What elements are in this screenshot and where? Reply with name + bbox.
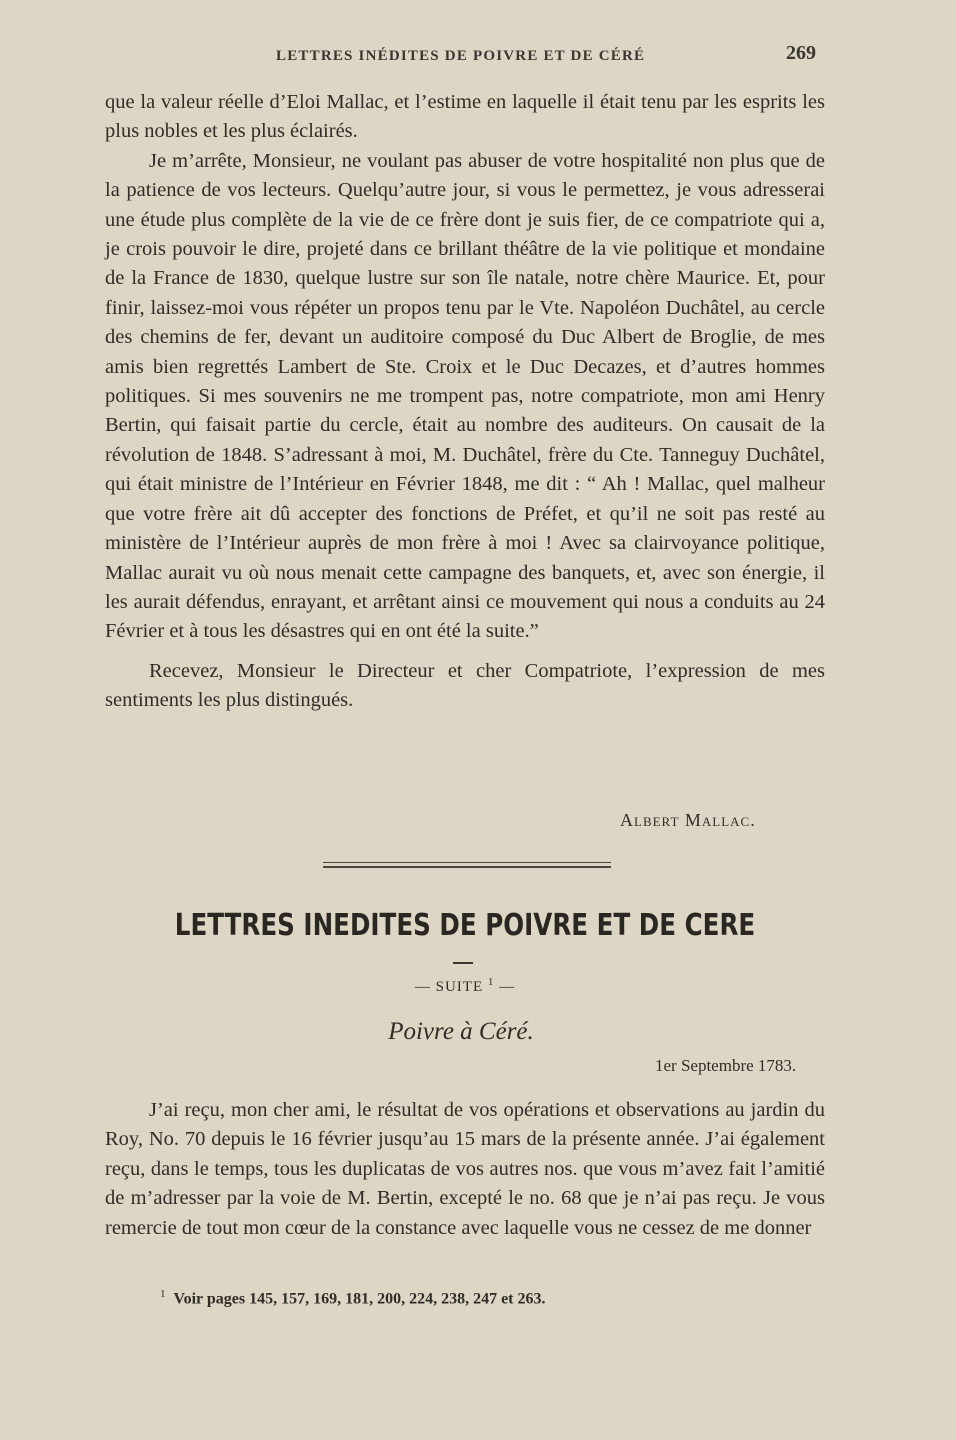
suite-footnote-mark: 1 (487, 976, 495, 988)
letter-paragraph-2: Je m’arrête, Monsieur, ne voulant pas abuser de votre hospitalité non plus que de la patience de vos lecteurs. Quelqu’autre jour, si vous le permettez, je vous adresserai une étude plus complète de la vie de ce frère dont je suis fier, de ce compatriote qui a, je crois pouvoir le dire, projeté dans ce brillant théâtre de la vie politique et mondaine de la France de 1830, quelque lustre sur son île natale, notre chère Maurice. Et, pour finir, laissez-moi vous répéter un propos tenu par le Vte. Napoléon Duchâtel, au cercle des chemins de fer, devant un auditoire composé du Duc Albert de Broglie, de mes amis bien regrettés Lambert de Ste. Croix et le Duc Decazes, et d’autres hommes politiques. Si mes souvenirs ne me trompent pas, notre compatriote, mon ami Henry Bertin, qui faisait partie du cercle, était au nombre des auditeurs. On causait de la révolution de 1848. S’adressant à moi, M. Duchâtel, frère du Cte. Tanneguy Duchâtel, qui était ministre de l’Intérieur en Février 1848, me dit : “ Ah ! Mallac, quel malheur que votre frère ait dû accepter des fonctions de Préfet, et qu’il ne soit pas resté au ministère de l’Intérieur auprès de mon frère à moi ! Avec sa clairvoyance politique, Mallac aurait vu où nous menait cette campagne des banquets, et, avec son énergie, il les aurait défendus, enrayant, et arrêtant ainsi ce mouvement qui nous a conduits au 24 Février et à tous les désastres qui en ont été la suite.” (105, 149, 825, 643)
letter-heading: Poivre à Céré. (388, 1018, 534, 1045)
letter-signature: Albert Mallac. (620, 810, 756, 830)
suite-text: — SUITE (414, 979, 484, 995)
letter-paragraph-1: que la valeur réelle d’Eloi Mallac, et l’estime en laquelle il était tenu par les esprits les plus nobles et les plus éclairés. (105, 91, 825, 143)
running-title: LETTRES INÉDITES DE POIVRE ET DE CÉRÉ (276, 48, 646, 64)
letter-closing: Recevez, Monsieur le Directeur et cher Compatriote, l’expression de mes sentiments les plus distingués. (105, 659, 825, 712)
letter-body (105, 88, 825, 716)
title-underline (453, 962, 473, 964)
page-number: 269 (786, 42, 816, 64)
footnote (160, 1288, 546, 1308)
suite-end: — (494, 979, 516, 995)
footnote-text: Voir pages 145, 157, 169, 181, 200, 224, 238, 247 et 263. (173, 1290, 546, 1308)
suite-label (0, 976, 930, 996)
section-body (105, 1096, 825, 1243)
section-divider (323, 862, 611, 868)
section-title: LETTRES INEDITES DE POIVRE ET DE CERE (174, 908, 756, 943)
running-header (0, 42, 956, 72)
section-paragraph: J’ai reçu, mon cher ami, le résultat de vos opérations et observations au jardin du Roy, No. 70 depuis le 16 février jusqu’au 15 mars de la présente année. J’ai également reçu, dans le temps, tous les duplicatas de vos autres nos. que vous m’avez fait l’amitié de m’adresser par la voie de M. Bertin, excepté le no. 68 que je n’ai pas reçu. Je vous remercie de tout mon cœur de la constance avec laquelle vous ne cessez de me donner (105, 1099, 825, 1239)
footnote-mark: 1 (160, 1288, 166, 1300)
letter-date: 1er Septembre 1783. (655, 1056, 797, 1075)
